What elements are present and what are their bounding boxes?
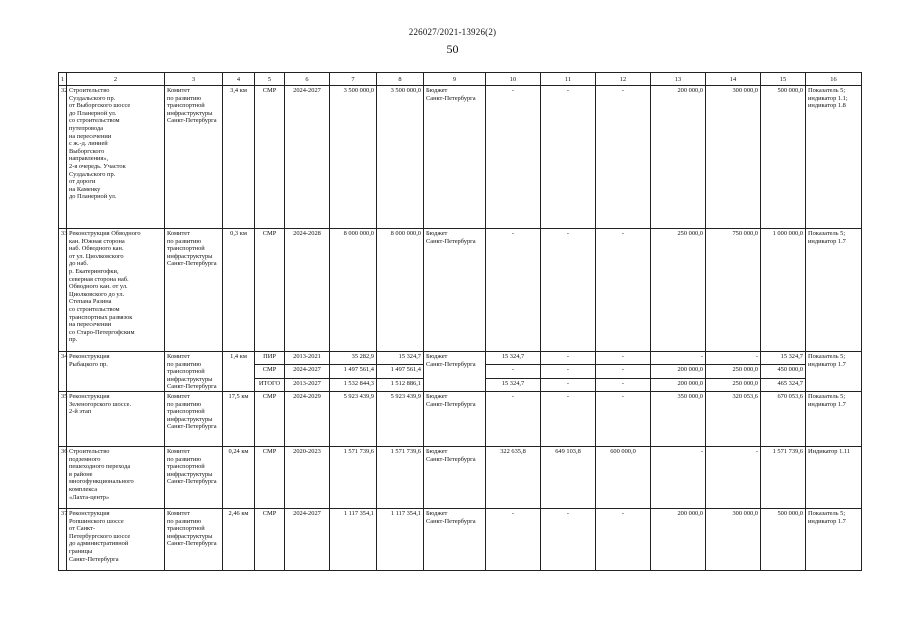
object-name: Реконструкция Ропшинского шоссе от Санкт- Петербургского шоссе до административной границы Санкт-Петербурга (67, 508, 165, 570)
work-type: СМР (255, 229, 285, 352)
program-sum: 3 500 000,0 (377, 86, 424, 229)
row-number: 32 (59, 86, 67, 229)
column-header-5: 5 (255, 73, 285, 86)
year-value: - (541, 391, 596, 446)
year-value: - (651, 352, 706, 365)
column-header-6: 6 (285, 73, 330, 86)
object-name: Строительство подземного пешеходного перехода в районе многофункционального комплекса «Лахта-центр» (67, 446, 165, 508)
indicator: Показатель 5; индикатор 1.7 (806, 352, 862, 392)
year-total: 15 324,7 (761, 352, 806, 365)
table-row (59, 229, 862, 352)
work-type: СМР (255, 508, 285, 570)
program-sum: 1 512 886,1 (377, 378, 424, 391)
responsible-org: Комитет по развитию транспортной инфраструктуры Санкт-Петербурга (165, 446, 223, 508)
year-total: 1 571 739,6 (761, 446, 806, 508)
year-value: 250 000,0 (651, 229, 706, 352)
year-value: - (541, 229, 596, 352)
work-type: СМР (255, 365, 285, 378)
column-header-4: 4 (223, 73, 255, 86)
year-value: 200 000,0 (651, 365, 706, 378)
year-value: - (596, 229, 651, 352)
year-value: - (541, 365, 596, 378)
indicator: Показатель 5; индикатор 1.7 (806, 508, 862, 570)
column-header-1: 1 (59, 73, 67, 86)
year-total: 670 053,6 (761, 391, 806, 446)
year-total: 465 324,7 (761, 378, 806, 391)
row-number: 35 (59, 391, 67, 446)
work-period: 2013-2021 (285, 352, 330, 365)
year-value: - (596, 365, 651, 378)
object-name: Реконструкция Рыбацкого пр. (67, 352, 165, 392)
year-value: - (486, 365, 541, 378)
work-period: 2024-2027 (285, 86, 330, 229)
year-value: - (596, 86, 651, 229)
indicator: Индикатор 1.11 (806, 446, 862, 508)
funding-source: Бюджет Санкт-Петербурга (424, 229, 486, 352)
program-sum: 1 117 354,1 (377, 508, 424, 570)
year-value: - (596, 378, 651, 391)
work-type: СМР (255, 391, 285, 446)
year-value: - (596, 352, 651, 365)
year-value: - (706, 352, 761, 365)
year-value: 350 000,0 (651, 391, 706, 446)
work-period: 2024-2027 (285, 365, 330, 378)
table-row (59, 446, 862, 508)
funding-source: Бюджет Санкт-Петербурга (424, 508, 486, 570)
year-value: 649 103,8 (541, 446, 596, 508)
total-cost: 1 117 354,1 (330, 508, 377, 570)
table-row (59, 352, 862, 365)
object-name: Реконструкция Обводного кан. Южная сторона наб. Обводного кан. от ул. Циолковского до наб. р. Екатерингофки, северная сторона наб. Обводного кан. от ул. Циолковского до ул. Степана Разина со строительством транспортных развязок на пересечении со Старо-Петергофским пр. (67, 229, 165, 352)
responsible-org: Комитет по развитию транспортной инфраструктуры Санкт-Петербурга (165, 391, 223, 446)
column-header-12: 12 (596, 73, 651, 86)
column-header-10: 10 (486, 73, 541, 86)
year-value: - (486, 86, 541, 229)
document-id: 226027/2021-13926(2) (408, 27, 497, 37)
funding-source: Бюджет Санкт-Петербурга (424, 352, 486, 392)
year-value: 15 324,7 (486, 378, 541, 391)
year-value: - (486, 391, 541, 446)
year-value: - (651, 446, 706, 508)
object-name: Реконструкция Зеленогорского шоссе. 2-й этап (67, 391, 165, 446)
table-body (59, 86, 862, 571)
indicator: Показатель 5; индикатор 1.1; индикатор 1.8 (806, 86, 862, 229)
indicator: Показатель 5; индикатор 1.7 (806, 229, 862, 352)
year-value: - (486, 508, 541, 570)
column-header-15: 15 (761, 73, 806, 86)
table-row (59, 508, 862, 570)
year-value: 320 053,6 (706, 391, 761, 446)
column-header-2: 2 (67, 73, 165, 86)
work-period: 2024-2027 (285, 508, 330, 570)
responsible-org: Комитет по развитию транспортной инфраструктуры Санкт-Петербурга (165, 352, 223, 392)
object-length: 1,4 км (223, 352, 255, 392)
work-type: СМР (255, 86, 285, 229)
object-length: 17,5 км (223, 391, 255, 446)
work-type: ИТОГО (255, 378, 285, 391)
year-total: 450 000,0 (761, 365, 806, 378)
year-value: 250 000,0 (706, 378, 761, 391)
year-total: 500 000,0 (761, 86, 806, 229)
row-number: 34 (59, 352, 67, 392)
total-cost: 1 497 561,4 (330, 365, 377, 378)
work-period: 2024-2028 (285, 229, 330, 352)
year-value: - (596, 508, 651, 570)
funding-source: Бюджет Санкт-Петербурга (424, 391, 486, 446)
work-period: 2020-2023 (285, 446, 330, 508)
program-sum: 15 324,7 (377, 352, 424, 365)
responsible-org: Комитет по развитию транспортной инфраструктуры Санкт-Петербурга (165, 508, 223, 570)
year-value: 200 000,0 (651, 508, 706, 570)
table-row (59, 86, 862, 229)
column-header-11: 11 (541, 73, 596, 86)
year-value: 250 000,0 (706, 365, 761, 378)
row-number: 33 (59, 229, 67, 352)
year-value: 600 000,0 (596, 446, 651, 508)
year-value: - (541, 378, 596, 391)
responsible-org: Комитет по развитию транспортной инфраструктуры Санкт-Петербурга (165, 229, 223, 352)
column-header-13: 13 (651, 73, 706, 86)
total-cost: 1 532 844,3 (330, 378, 377, 391)
object-name: Строительство Суздальского пр. от Выборгского шоссе до Планерной ул. со строительством путепровода на пересечении с ж.-д. линией Выборгского направления», 2-я очередь. Участок Суздальского пр. от дороги на Каменку до Планерной ул. (67, 86, 165, 229)
column-header-3: 3 (165, 73, 223, 86)
column-header-9: 9 (424, 73, 486, 86)
column-header-7: 7 (330, 73, 377, 86)
year-value: 15 324,7 (486, 352, 541, 365)
total-cost: 3 500 000,0 (330, 86, 377, 229)
year-value: - (486, 229, 541, 352)
year-value: 300 000,0 (706, 508, 761, 570)
year-value: 200 000,0 (651, 378, 706, 391)
work-type: ПИР (255, 352, 285, 365)
total-cost: 35 282,9 (330, 352, 377, 365)
work-type: СМР (255, 446, 285, 508)
work-period: 2013-2027 (285, 378, 330, 391)
total-cost: 8 000 000,0 (330, 229, 377, 352)
column-header-16: 16 (806, 73, 862, 86)
indicator: Показатель 5; индикатор 1.7 (806, 391, 862, 446)
year-value: - (541, 86, 596, 229)
object-length: 2,46 км (223, 508, 255, 570)
funding-source: Бюджет Санкт-Петербурга (424, 86, 486, 229)
program-sum: 1 571 739,6 (377, 446, 424, 508)
year-value: 300 000,0 (706, 86, 761, 229)
year-value: - (706, 446, 761, 508)
responsible-org: Комитет по развитию транспортной инфраструктуры Санкт-Петербурга (165, 86, 223, 229)
year-total: 500 000,0 (761, 508, 806, 570)
total-cost: 5 923 439,9 (330, 391, 377, 446)
year-value: - (596, 391, 651, 446)
program-sum: 5 923 439,9 (377, 391, 424, 446)
object-length: 0,24 км (223, 446, 255, 508)
column-header-8: 8 (377, 73, 424, 86)
column-header-14: 14 (706, 73, 761, 86)
funding-source: Бюджет Санкт-Петербурга (424, 446, 486, 508)
object-length: 0,3 км (223, 229, 255, 352)
program-sum: 1 497 561,4 (377, 365, 424, 378)
row-number: 36 (59, 446, 67, 508)
row-number: 37 (59, 508, 67, 570)
year-value: 322 635,8 (486, 446, 541, 508)
program-sum: 8 000 000,0 (377, 229, 424, 352)
year-value: - (541, 508, 596, 570)
year-total: 1 000 000,0 (761, 229, 806, 352)
object-length: 3,4 км (223, 86, 255, 229)
year-value: 750 000,0 (706, 229, 761, 352)
year-value: - (541, 352, 596, 365)
program-table (58, 72, 862, 571)
page-number: 50 (446, 42, 459, 56)
year-value: 200 000,0 (651, 86, 706, 229)
column-header-row (59, 73, 862, 86)
table-row (59, 391, 862, 446)
work-period: 2024-2029 (285, 391, 330, 446)
total-cost: 1 571 739,6 (330, 446, 377, 508)
